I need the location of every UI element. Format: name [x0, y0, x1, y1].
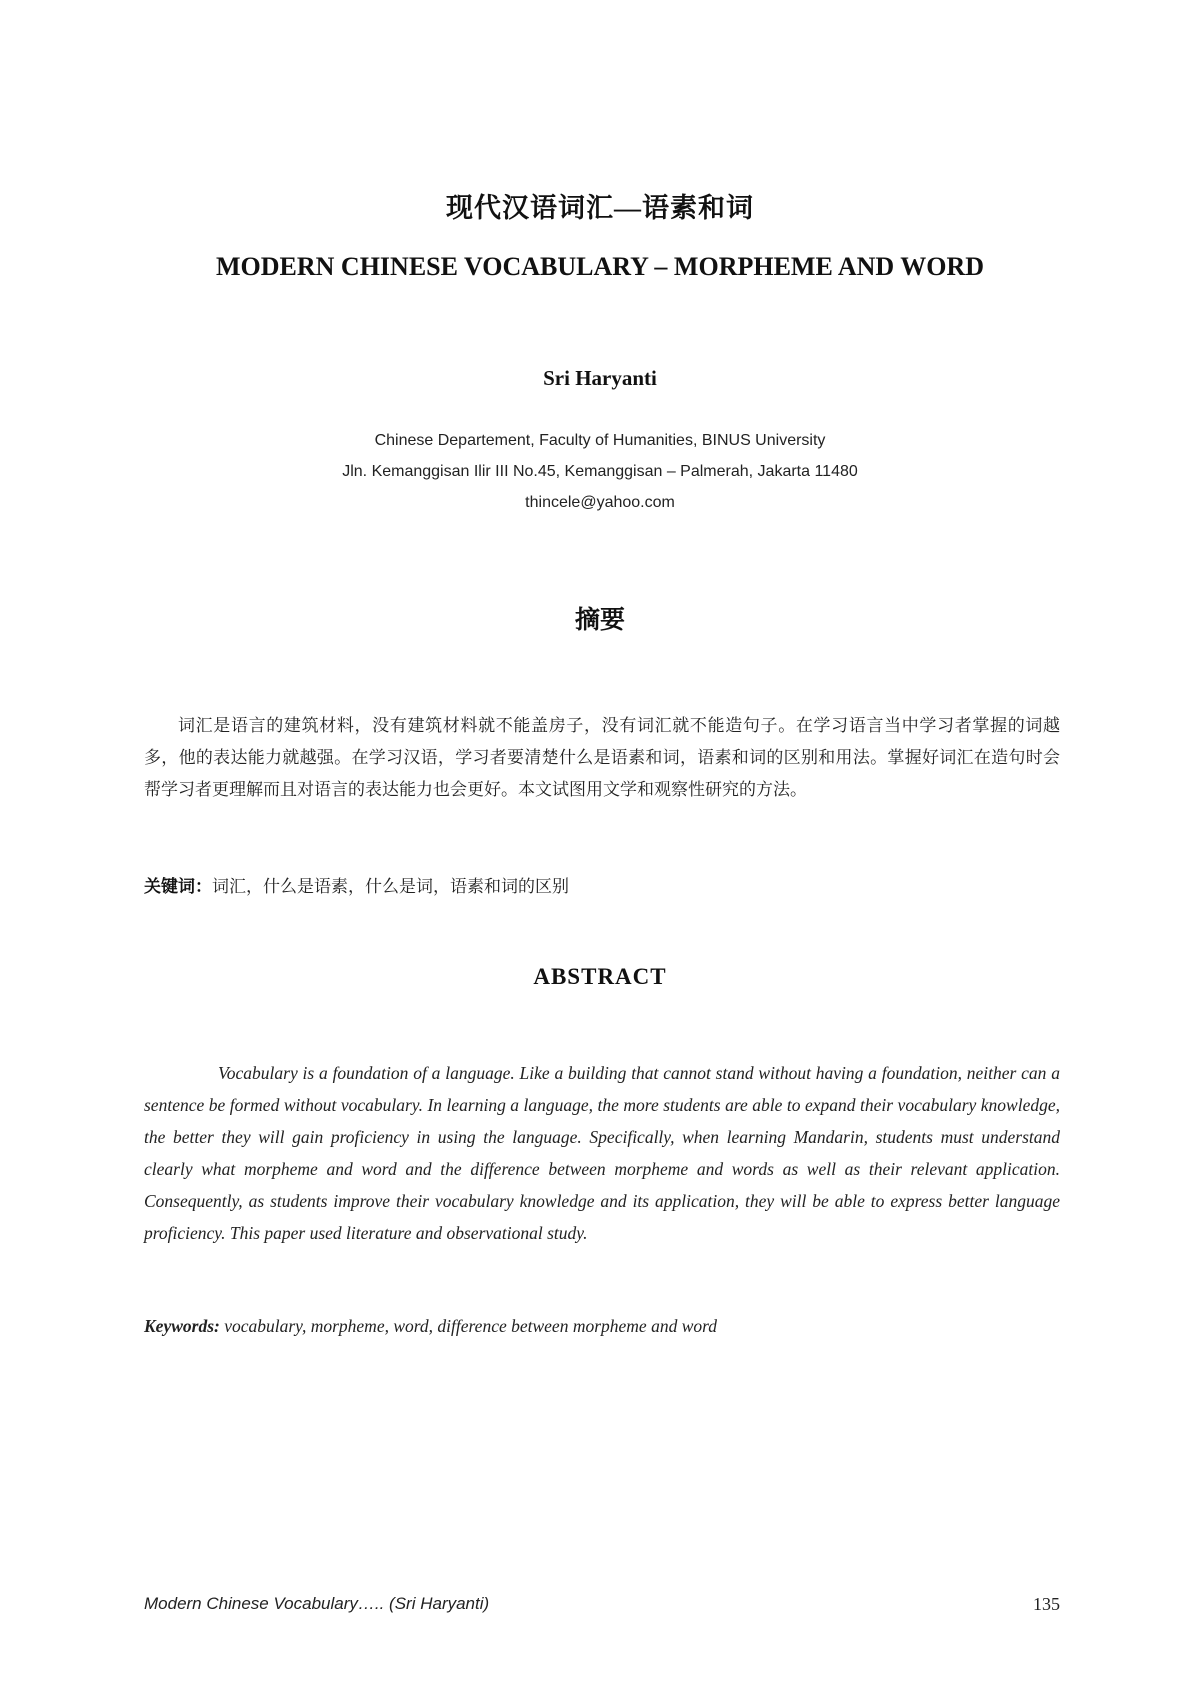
running-title: Modern Chinese Vocabulary….. (Sri Haryanti) [144, 1594, 490, 1613]
page-number: 135 [1033, 1594, 1060, 1614]
keywords-list-chinese: 词汇，什么是语素，什么是词，语素和词的区别 [212, 877, 569, 897]
address-line: Jln. Kemanggisan Ilir III No.45, Kemanggisan – Palmerah, Jakarta 11480 [342, 463, 858, 480]
title-english: MODERN CHINESE VOCABULARY – MORPHEME AND WORD [215, 252, 984, 281]
abstract-heading-chinese: 摘要 [574, 607, 625, 634]
affiliation-line: Chinese Departement, Faculty of Humanities, BINUS University [374, 432, 826, 449]
abstract-heading-english: ABSTRACT [533, 964, 667, 989]
abstract-body-english: Vocabulary is a foundation of a language. Like a building that cannot stand without having a foundation, neither can a sentence be formed without vocabulary. In learning a language, the more students are able to expand their vocabulary knowledge, the better they will gain proficiency in using the language. Specifically, when learning Mandarin, students must understand clearly what morpheme and word and the difference between morpheme and words as well as their relevant application. Consequently, as students improve their vocabulary knowledge and its application, they will be able to express better language proficiency. This paper used literature and observational study. [144, 1063, 1060, 1243]
keywords-english [144, 1316, 717, 1337]
keywords-label-english: Keywords: [144, 1316, 220, 1336]
author-email: thincele@yahoo.com [525, 494, 675, 511]
title-chinese: 现代汉语词汇—语素和词 [446, 193, 754, 223]
keywords-list-english: vocabulary, morpheme, word, difference between morpheme and word [224, 1316, 718, 1336]
abstract-body-chinese: 词汇是语言的建筑材料，没有建筑材料就不能盖房子，没有词汇就不能造句子。在学习语言当中学习者掌握的词越多，他的表达能力就越强。在学习汉语，学习者要清楚什么是语素和词，语素和词的区别和用法。掌握好词汇在造句时会帮学习者更理解而且对语言的表达能力也会更好。本文试图用文学和观察性研究的方法。 [144, 716, 1060, 800]
author-name: Sri Haryanti [543, 366, 657, 390]
keywords-label-chinese: 关键词： [144, 877, 212, 897]
keywords-chinese [144, 872, 569, 897]
